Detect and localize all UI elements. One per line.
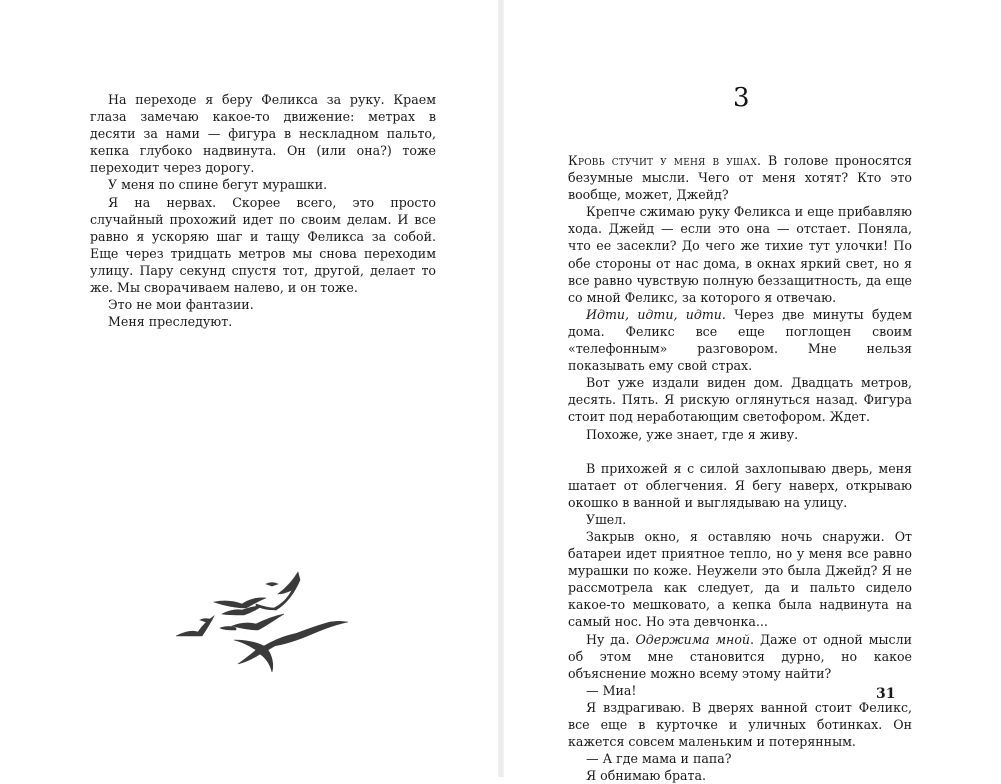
paragraph: Я на нервах. Скорее всего, это просто случайный прохожий идет по своим делам. И все равно я ускоряю шаг и тащу Феликса за собой. Еще через тридцать метров мы снова переходим улицу. Пару секунд спустя тот, другой, делает то же. Мы сворачиваем налево, и он тоже.: [90, 194, 436, 296]
paragraph: Меня преследуют.: [108, 314, 233, 330]
paragraph: Крепче сжимаю руку Феликса и еще прибавляю хода. Джейд — если это она — отстает. Поняла, что ее засекли? До чего же тихие тут улочки! По обе стороны от нас дома, в окнах яркий свет, но я все равно чувствую полную беззащитность, да еще со мной Феликс, за которого я отвечаю.: [568, 204, 912, 305]
paragraph-pre: Ну да.: [586, 631, 636, 647]
paragraph: Я вздрагиваю. В дверях ванной стоит Феликс, все еще в курточке и уличных ботинках. Он кажется совсем маленьким и потерянным.: [568, 699, 912, 750]
italic-lead: Идти, идти, идти.: [586, 306, 726, 322]
paragraph: Закрыв окно, я оставляю ночь снаружи. От батареи идет приятное тепло, но у меня все равно мурашки по коже. Неужели это была Джейд? Я не рассмотрела как следует, да и пальто сидело какое-то мешковато, а кепка была надвинута на самый нос. Но эта девчонка...: [568, 528, 912, 630]
left-page: [0, 0, 498, 777]
paragraph-rest: . Даже от одной мысли об этом мне становится дурно, но какое объяснение можно всему этому найти?: [568, 631, 912, 681]
paragraph: У меня по спине бегут мурашки.: [108, 177, 328, 193]
paragraph: [568, 631, 912, 682]
paragraph-rest: Через две минуты будем дома. Феликс все еще поглощен своим «телефонным» разговором. Мне нельзя показывать ему свой страх.: [568, 306, 912, 374]
paragraph: Это не мои фантазии.: [108, 297, 254, 313]
paragraph: [568, 306, 912, 374]
chapter-number: 3: [733, 83, 750, 113]
opening-rest: В голове проносятся безумные мысли. Чего от меня хотят? Кто это вообще, может, Джейд?: [568, 153, 912, 203]
dialogue-line: — Миа!: [586, 682, 637, 698]
birds-flock-illustration: [170, 568, 360, 678]
dialogue-line: — А где мама и папа?: [586, 751, 732, 767]
paragraph: На переходе я беру Феликса за руку. Краем глаза замечаю какое-то движение: метрах в десяти за нами — фигура в нескладном пальто, кепка глубоко надвинута. Он (или она?) тоже переходит через дорогу.: [90, 92, 436, 176]
right-page-text: [568, 152, 912, 784]
page-number: 31: [876, 686, 896, 702]
paragraph: Ушел.: [586, 511, 627, 527]
paragraph: Похоже, уже знает, где я живу.: [586, 426, 799, 442]
chapter-opening-paragraph: [568, 152, 912, 203]
opening-small-caps: Кровь стучит у меня в ушах.: [568, 153, 762, 168]
left-page-text: [90, 91, 436, 330]
paragraph: Я обнимаю брата.: [586, 768, 707, 784]
italic-phrase: Одержима мной: [635, 631, 751, 647]
paragraph: В прихожей я с силой захлопываю дверь, меня шатает от облегчения. Я бегу наверх, открываю окошко в ванной и выглядываю на улицу.: [568, 460, 912, 510]
right-page: [504, 0, 1001, 784]
paragraph: Вот уже издали виден дом. Двадцать метров, десять. Пять. Я рискую оглянуться назад. Фигура стоит под неработающим светофором. Ждет.: [568, 375, 912, 425]
